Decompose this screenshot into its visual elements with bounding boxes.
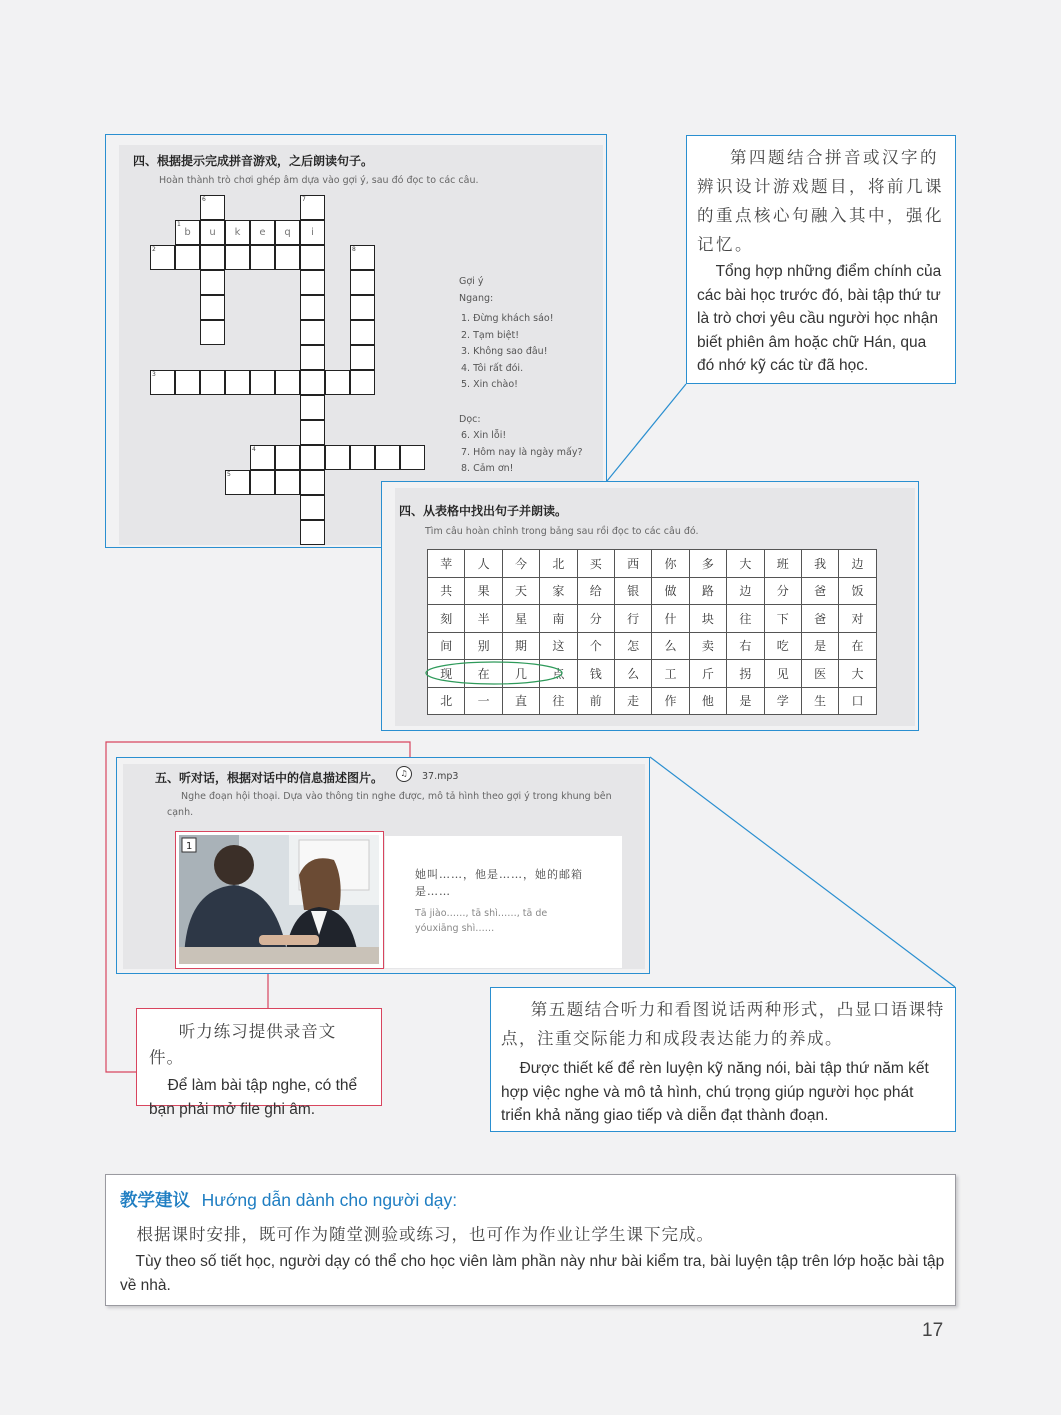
- character-cell[interactable]: 么: [614, 660, 651, 688]
- character-cell[interactable]: 什: [652, 605, 689, 633]
- character-cell[interactable]: 大: [839, 660, 876, 688]
- character-cell[interactable]: 右: [727, 632, 764, 660]
- character-cell[interactable]: 拐: [727, 660, 764, 688]
- crossword-cell[interactable]: [275, 245, 300, 270]
- character-cell[interactable]: 果: [465, 577, 502, 605]
- character-cell[interactable]: 爸: [801, 605, 838, 633]
- crossword-cell[interactable]: q: [275, 220, 300, 245]
- crossword-cell[interactable]: [300, 420, 325, 445]
- crossword-cell[interactable]: [250, 470, 275, 495]
- photo-frame: [175, 831, 384, 969]
- character-cell[interactable]: 分: [577, 605, 614, 633]
- character-cell[interactable]: 卖: [689, 632, 726, 660]
- character-cell[interactable]: 买: [577, 550, 614, 578]
- table-row: [428, 577, 877, 605]
- character-cell[interactable]: 路: [689, 577, 726, 605]
- audio-filename[interactable]: 37.mp3: [422, 771, 459, 782]
- note-listening-audio: [136, 1008, 382, 1118]
- across-clue: 5. Xin chào!: [461, 379, 518, 390]
- table-row: [428, 687, 877, 715]
- circle-highlight: [424, 659, 584, 689]
- across-clue: 4. Tôi rất đói.: [461, 362, 524, 374]
- crossword-cell[interactable]: [250, 370, 275, 395]
- crossword-cell[interactable]: e: [250, 220, 275, 245]
- character-cell[interactable]: 点: [540, 660, 577, 688]
- note-cn: 第四题结合拼音或汉字的辨识设计游戏题目，将前几课的重点核心句融入其中，强化记忆。: [697, 148, 944, 254]
- character-cell[interactable]: 今: [502, 550, 539, 578]
- crossword-cell[interactable]: k: [225, 220, 250, 245]
- character-cell[interactable]: 边: [727, 577, 764, 605]
- crossword-cell[interactable]: [200, 370, 225, 395]
- crossword-cell[interactable]: [300, 495, 325, 520]
- character-cell[interactable]: 见: [764, 660, 801, 688]
- character-cell[interactable]: 大: [727, 550, 764, 578]
- listening-subtitle: Nghe đoạn hội thoại. Dựa vào thông tin nghe được, mô tả hình theo gợi ý trong khung bên cạnh.: [167, 791, 612, 818]
- character-cell[interactable]: 一: [465, 687, 502, 715]
- crossword-cell[interactable]: [350, 295, 375, 320]
- note-vn: Được thiết kế để rèn luyện kỹ năng nói, bài tập thứ năm kết hợp việc nghe và mô tả hình, chú trọng giúp người học phát triển khả năng giao tiếp và diễn đạt thành đoạn.: [501, 1060, 929, 1124]
- character-cell[interactable]: 作: [652, 687, 689, 715]
- crossword-cell[interactable]: u: [200, 220, 225, 245]
- across-clue: 2. Tạm biệt!: [461, 329, 520, 341]
- crossword-cell[interactable]: b: [175, 220, 200, 245]
- character-cell[interactable]: 做: [652, 577, 689, 605]
- crossword-cell[interactable]: [200, 295, 225, 320]
- note-cn: 第五题结合听力和看图说话两种形式，凸显口语课特点，注重交际能力和成段表达能力的养成。: [501, 1000, 945, 1048]
- character-cell[interactable]: 医: [801, 660, 838, 688]
- clue-number: 7: [302, 196, 306, 203]
- character-cell[interactable]: 西: [614, 550, 651, 578]
- character-cell[interactable]: 天: [502, 577, 539, 605]
- character-cell[interactable]: 爸: [801, 577, 838, 605]
- crossword-cell[interactable]: [275, 445, 300, 470]
- crossword-cell[interactable]: [200, 270, 225, 295]
- photo-number: 1: [186, 841, 193, 852]
- character-cell[interactable]: 半: [465, 605, 502, 633]
- character-cell[interactable]: 他: [689, 687, 726, 715]
- character-cell[interactable]: 口: [839, 687, 876, 715]
- crossword-cell[interactable]: [275, 470, 300, 495]
- across-clue: 3. Không sao đâu!: [461, 346, 548, 357]
- character-cell[interactable]: 块: [689, 605, 726, 633]
- hint-box: [459, 274, 599, 478]
- guidance-heading: [120, 1187, 457, 1212]
- character-cell[interactable]: 吃: [764, 632, 801, 660]
- character-cell[interactable]: 在: [465, 660, 502, 688]
- table-row: [428, 632, 877, 660]
- crossword-cell[interactable]: [175, 370, 200, 395]
- crossword-cell[interactable]: [300, 445, 325, 470]
- clue-number: 2: [152, 246, 156, 253]
- clue-number: 1: [177, 221, 181, 228]
- crossword-cell[interactable]: [275, 370, 300, 395]
- character-cell[interactable]: 往: [540, 687, 577, 715]
- character-cell[interactable]: 钱: [577, 660, 614, 688]
- character-cell[interactable]: 间: [428, 632, 465, 660]
- character-cell[interactable]: 苹: [428, 550, 465, 578]
- listening-exercise: [116, 757, 650, 974]
- character-cell[interactable]: 饭: [839, 577, 876, 605]
- page-number: 17: [922, 1320, 944, 1341]
- character-cell[interactable]: 生: [801, 687, 838, 715]
- character-cell[interactable]: 共: [428, 577, 465, 605]
- character-cell[interactable]: 学: [764, 687, 801, 715]
- crossword-cell[interactable]: [300, 245, 325, 270]
- character-cell[interactable]: 这: [540, 632, 577, 660]
- crossword-subtitle: Hoàn thành trò chơi ghép âm dựa vào gợi ý, sau đó đọc to các câu.: [159, 175, 479, 186]
- table-title: 四、从表格中找出句子并朗读。: [399, 504, 568, 518]
- character-cell[interactable]: 下: [764, 605, 801, 633]
- table-subtitle: Tìm câu hoàn chỉnh trong bảng sau rồi đọc to các câu đó.: [425, 526, 699, 537]
- character-cell[interactable]: 我: [801, 550, 838, 578]
- character-cell[interactable]: 银: [614, 577, 651, 605]
- character-cell[interactable]: 走: [614, 687, 651, 715]
- crossword-cell[interactable]: [350, 445, 375, 470]
- character-cell[interactable]: 家: [540, 577, 577, 605]
- crossword-cell[interactable]: [250, 245, 275, 270]
- crossword-cell[interactable]: [300, 370, 325, 395]
- clue-number: 8: [352, 246, 356, 253]
- crossword-cell[interactable]: i: [300, 220, 325, 245]
- crossword-cell[interactable]: [375, 445, 400, 470]
- note-cn: 听力练习提供录音文件。: [149, 1022, 337, 1067]
- crossword-cell[interactable]: [300, 345, 325, 370]
- crossword-cell[interactable]: [400, 445, 425, 470]
- character-cell[interactable]: 现: [428, 660, 465, 688]
- teacher-guidance: [105, 1174, 956, 1306]
- crossword-cell[interactable]: [300, 520, 325, 545]
- crossword-grid[interactable]: [106, 135, 416, 545]
- character-cell[interactable]: 工: [652, 660, 689, 688]
- table-row: [428, 550, 877, 578]
- guidance-heading-vn: Hướng dẫn dành cho người dạy:: [201, 1190, 458, 1210]
- crossword-cell[interactable]: [300, 470, 325, 495]
- hint-chinese: 她叫……，他是……，她的邮箱是……: [415, 868, 583, 898]
- character-cell[interactable]: 别: [465, 632, 502, 660]
- hint-panel: [385, 836, 622, 968]
- crossword-cell[interactable]: [350, 370, 375, 395]
- character-cell[interactable]: 北: [428, 687, 465, 715]
- down-clue: 8. Cảm ơn!: [461, 463, 514, 474]
- character-cell[interactable]: 班: [764, 550, 801, 578]
- crossword-cell[interactable]: [225, 370, 250, 395]
- table-row: [428, 605, 877, 633]
- character-cell[interactable]: 么: [652, 632, 689, 660]
- character-cell[interactable]: 对: [839, 605, 876, 633]
- clue-number: 6: [202, 196, 206, 203]
- character-cell[interactable]: 分: [764, 577, 801, 605]
- note-exercise-five: [490, 987, 956, 1132]
- note-vn: Để làm bài tập nghe, có thể bạn phải mở file ghi âm.: [149, 1077, 358, 1118]
- character-cell[interactable]: 几: [502, 660, 539, 688]
- character-cell[interactable]: 怎: [614, 632, 651, 660]
- crossword-cell[interactable]: [175, 245, 200, 270]
- crossword-cell[interactable]: [300, 320, 325, 345]
- character-cell[interactable]: 南: [540, 605, 577, 633]
- character-cell[interactable]: 行: [614, 605, 651, 633]
- crossword-cell[interactable]: [350, 345, 375, 370]
- character-cell[interactable]: 个: [577, 632, 614, 660]
- character-cell[interactable]: 斤: [689, 660, 726, 688]
- character-cell[interactable]: 是: [801, 632, 838, 660]
- character-cell[interactable]: 往: [727, 605, 764, 633]
- crossword-cell[interactable]: [325, 445, 350, 470]
- clue-number: 4: [252, 446, 256, 453]
- guidance-cn: 根据课时安排，既可作为随堂测验或练习，也可作为作业让学生课下完成。: [136, 1225, 714, 1244]
- office-handshake-photo: [179, 835, 379, 964]
- character-cell[interactable]: 多: [689, 550, 726, 578]
- clue-number: 3: [152, 371, 156, 378]
- character-cell[interactable]: 边: [839, 550, 876, 578]
- across-heading: Ngang:: [459, 292, 494, 304]
- note-exercise-four: [686, 135, 956, 384]
- character-cell[interactable]: 人: [465, 550, 502, 578]
- character-cell[interactable]: 你: [652, 550, 689, 578]
- crossword-cell[interactable]: [200, 245, 225, 270]
- character-cell[interactable]: 给: [577, 577, 614, 605]
- character-cell[interactable]: 是: [727, 687, 764, 715]
- crossword-cell[interactable]: [350, 270, 375, 295]
- hint-heading: Gợi ý: [459, 276, 484, 287]
- crossword-cell[interactable]: [300, 395, 325, 420]
- crossword-cell[interactable]: [300, 270, 325, 295]
- guidance-vn: Tùy theo số tiết học, người dạy có thể cho học viên làm phần này như bài kiểm tra, bài luyện tập trên lớp hoặc bài tập về nhà.: [120, 1253, 945, 1294]
- hint-pinyin: Tā jiào……, tā shì……, tā de yóuxiāng shì……: [415, 908, 548, 934]
- clue-number: 5: [227, 471, 231, 478]
- across-clue: 1. Đừng khách sáo!: [461, 313, 554, 324]
- table-exercise: [381, 481, 919, 731]
- character-cell[interactable]: 星: [502, 605, 539, 633]
- note-vn: Tổng hợp những điểm chính của các bài học trước đó, bài tập thứ tư là trò chơi yêu cầu người học nhận biết phiên âm hoặc chữ Hán, qua đó nhớ kỹ các từ đã học.: [697, 263, 942, 374]
- crossword-cell[interactable]: [325, 370, 350, 395]
- character-cell[interactable]: 前: [577, 687, 614, 715]
- crossword-cell[interactable]: [200, 320, 225, 345]
- crossword-cell[interactable]: [225, 245, 250, 270]
- character-cell[interactable]: 北: [540, 550, 577, 578]
- down-heading: Dọc:: [459, 413, 481, 425]
- character-cell[interactable]: 期: [502, 632, 539, 660]
- character-table[interactable]: [427, 549, 877, 715]
- crossword-cell[interactable]: [350, 320, 375, 345]
- character-cell[interactable]: 刻: [428, 605, 465, 633]
- down-clue: 6. Xin lỗi!: [461, 430, 507, 441]
- crossword-title: 四、根据提示完成拼音游戏，之后朗读句子。: [133, 154, 374, 168]
- guidance-heading-cn: 教学建议: [120, 1191, 190, 1211]
- audio-icon[interactable]: ♫: [396, 766, 412, 782]
- character-cell[interactable]: 在: [839, 632, 876, 660]
- crossword-cell[interactable]: [300, 295, 325, 320]
- listening-title: 五、听对话，根据对话中的信息描述图片。: [155, 771, 384, 785]
- character-cell[interactable]: 直: [502, 687, 539, 715]
- down-clue: 7. Hôm nay là ngày mấy?: [461, 446, 583, 458]
